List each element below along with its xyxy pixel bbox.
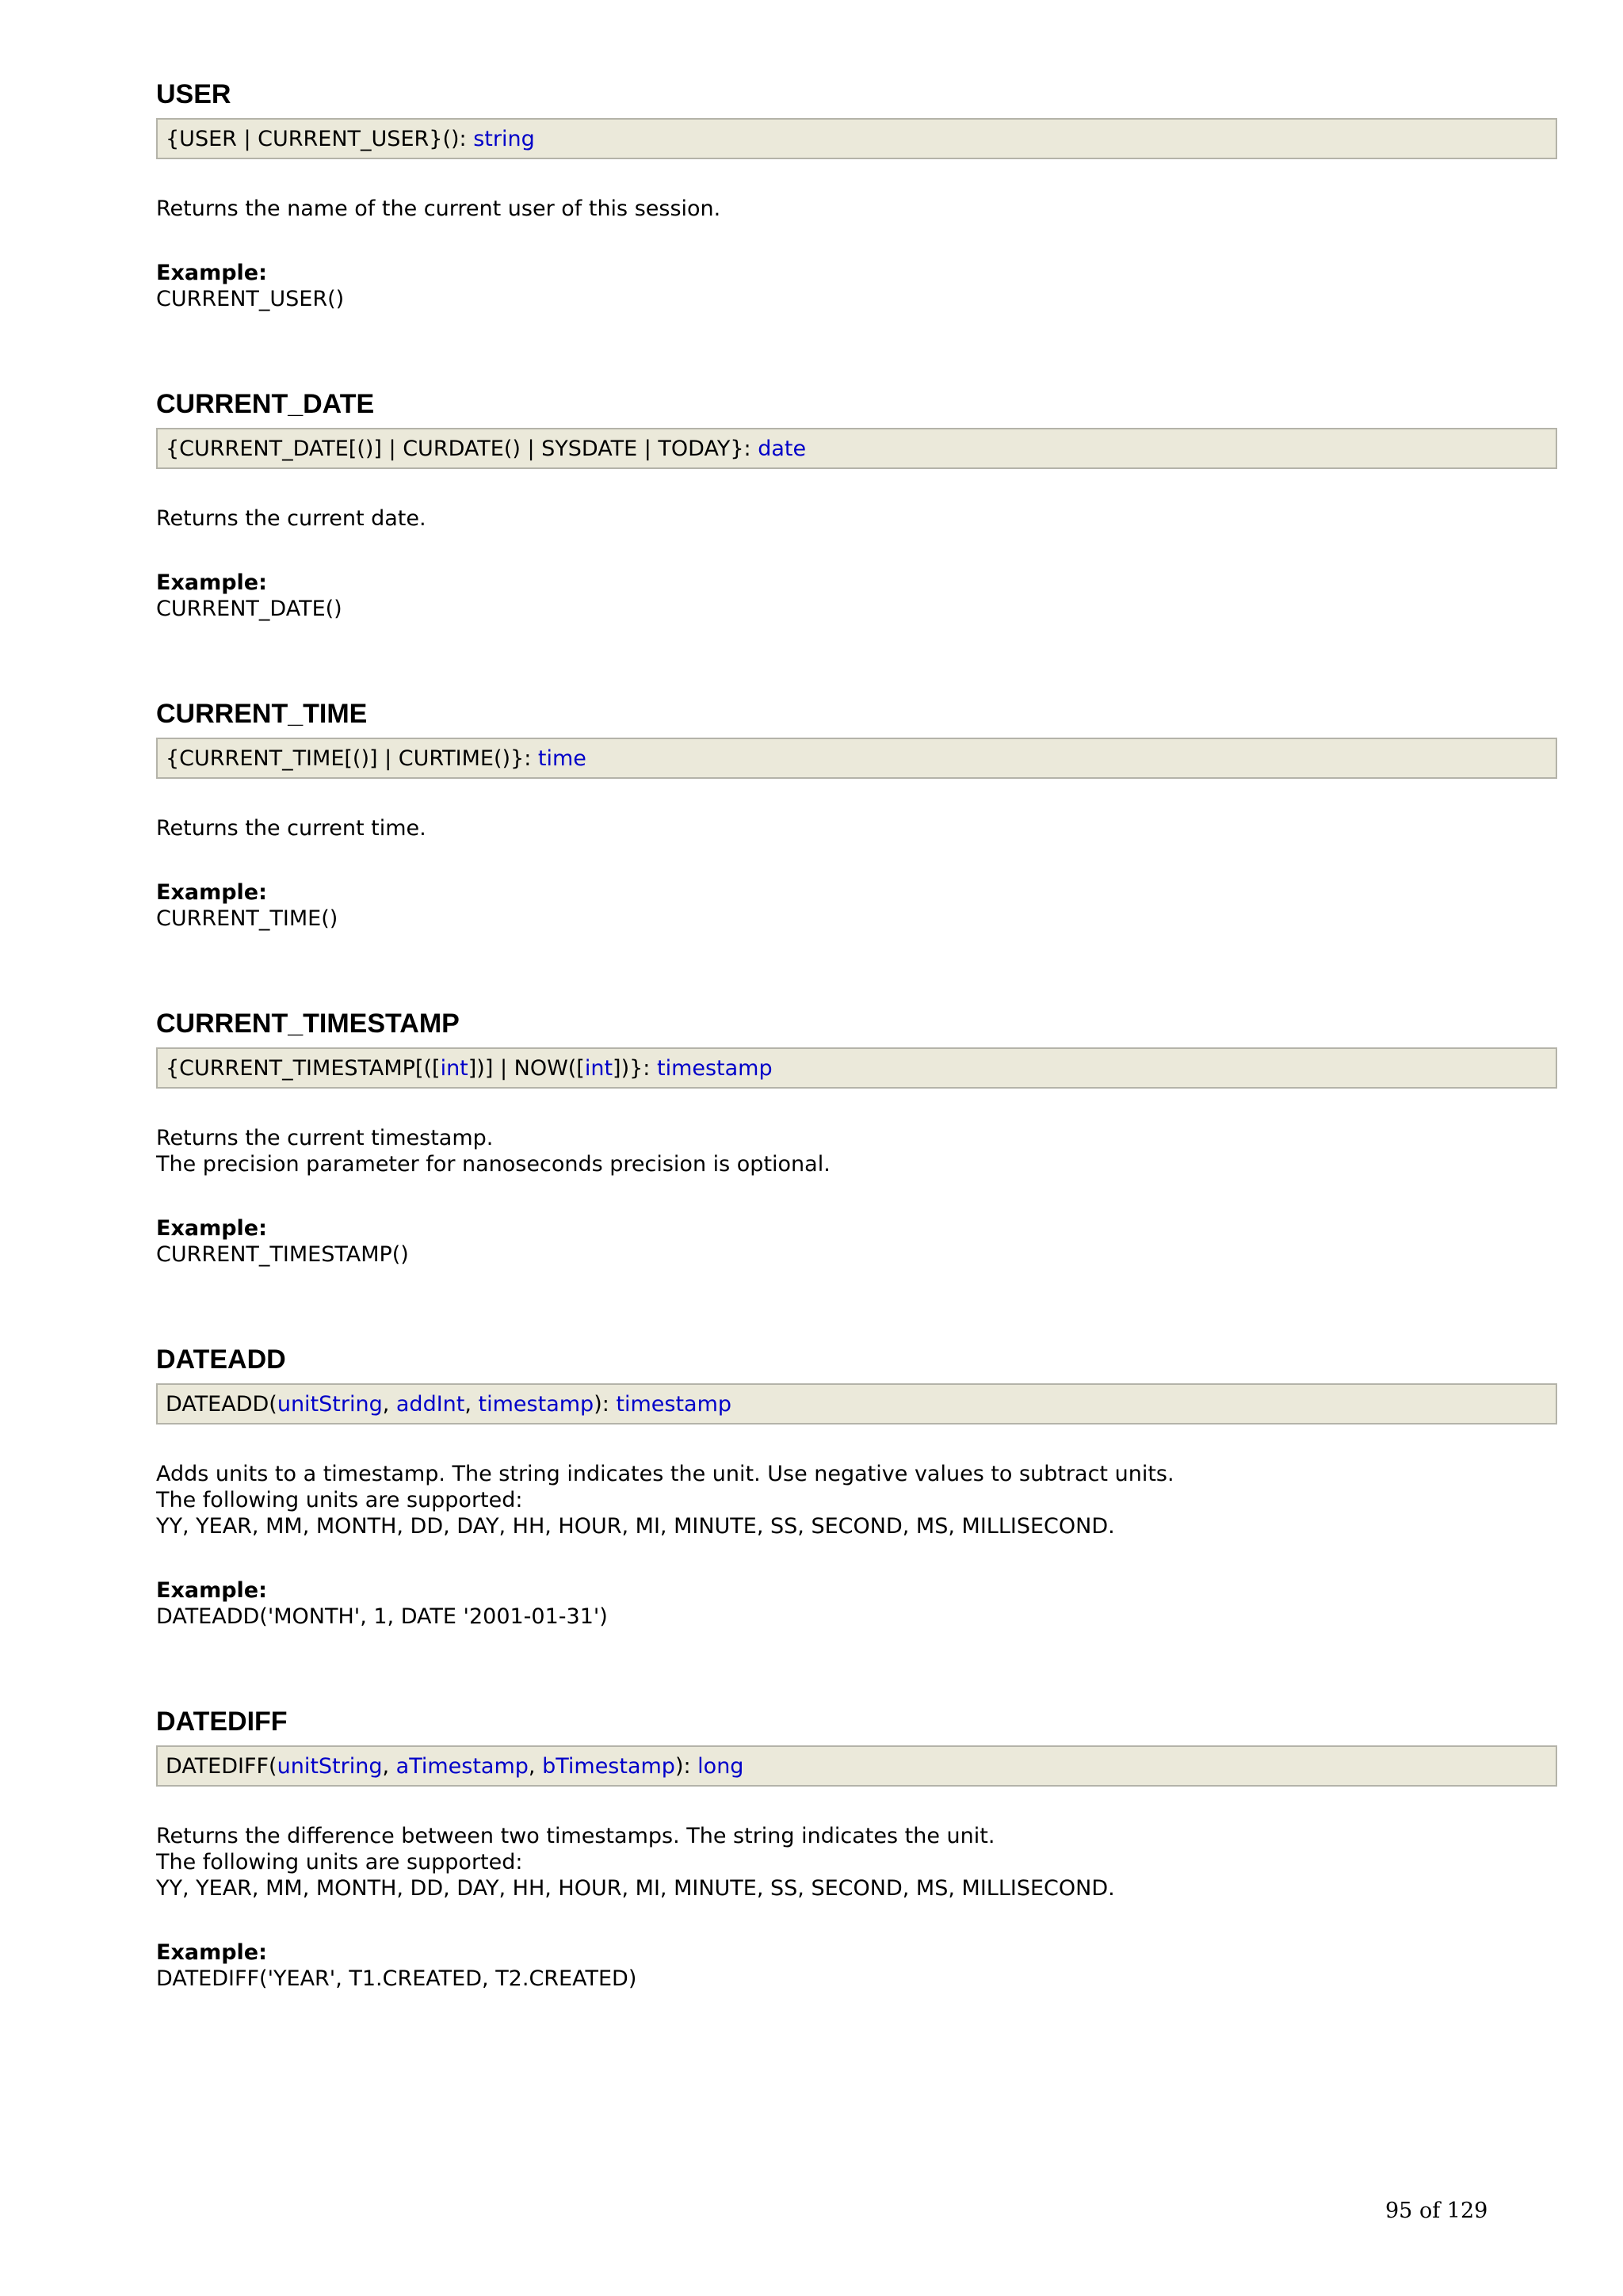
syntax-box: [156, 428, 1557, 469]
description-line: YY, YEAR, MM, MONTH, DD, DAY, HH, HOUR, MI, MINUTE, SS, SECOND, MS, MILLISECOND.: [156, 1876, 1115, 1901]
description-line: Returns the difference between two timestamps. The string indicates the unit.: [156, 1824, 995, 1848]
description-line: Returns the current timestamp.: [156, 1126, 494, 1150]
syntax-text: {CURRENT_TIME[()] | CURTIME()}:: [166, 746, 538, 771]
example-label: Example:: [156, 1940, 267, 1965]
description-line: Returns the current date.: [156, 506, 426, 531]
function-title: DATEDIFF: [156, 1707, 288, 1737]
syntax-link[interactable]: int: [440, 1056, 468, 1081]
example-code: DATEADD('MONTH', 1, DATE '2001-01-31'): [156, 1604, 608, 1629]
example-code: DATEDIFF('YEAR', T1.CREATED, T2.CREATED): [156, 1966, 637, 1991]
syntax-link[interactable]: unitString: [277, 1754, 383, 1779]
syntax-text: ,: [528, 1754, 543, 1779]
syntax-text: ])] | NOW([: [468, 1056, 585, 1081]
function-title: DATEADD: [156, 1344, 286, 1375]
description: [156, 1125, 1557, 1177]
syntax-link[interactable]: timestamp: [656, 1056, 773, 1081]
description-line: Returns the name of the current user of this session.: [156, 196, 721, 221]
description-line: Adds units to a timestamp. The string indicates the unit. Use negative values to subtract units.: [156, 1462, 1174, 1486]
syntax-text: ,: [382, 1754, 396, 1779]
syntax-box: [156, 118, 1557, 159]
syntax-text: {USER | CURRENT_USER}():: [166, 127, 474, 151]
example-label: Example:: [156, 1216, 267, 1241]
syntax-link[interactable]: string: [473, 127, 535, 151]
description: [156, 815, 1557, 841]
example-label: Example:: [156, 570, 267, 595]
function-title: CURRENT_TIME: [156, 699, 368, 729]
description-line: The following units are supported:: [156, 1850, 523, 1875]
description: [156, 1461, 1557, 1539]
function-section: [156, 1005, 1557, 1268]
syntax-text: ,: [382, 1392, 396, 1417]
description-line: YY, YEAR, MM, MONTH, DD, DAY, HH, HOUR, MI, MINUTE, SS, SECOND, MS, MILLISECOND.: [156, 1514, 1115, 1539]
function-title: USER: [156, 79, 231, 109]
syntax-link[interactable]: timestamp: [478, 1392, 594, 1417]
function-title: CURRENT_TIMESTAMP: [156, 1009, 460, 1039]
description-line: Returns the current time.: [156, 816, 426, 841]
example-code: CURRENT_TIME(): [156, 906, 338, 931]
description: [156, 196, 1557, 222]
syntax-link[interactable]: int: [584, 1056, 613, 1081]
syntax-text: {CURRENT_TIMESTAMP[([: [166, 1056, 441, 1081]
syntax-text: ):: [674, 1754, 698, 1779]
syntax-box: [156, 1047, 1557, 1089]
example-code: CURRENT_TIMESTAMP(): [156, 1242, 409, 1267]
syntax-link[interactable]: unitString: [277, 1392, 383, 1417]
syntax-text: ):: [594, 1392, 617, 1417]
syntax-text: DATEDIFF(: [166, 1754, 277, 1779]
syntax-link[interactable]: date: [758, 437, 807, 461]
description: [156, 1823, 1557, 1901]
syntax-text: ,: [464, 1392, 479, 1417]
document-page: [156, 75, 1557, 2065]
example-code: CURRENT_USER(): [156, 287, 345, 311]
example-label: Example:: [156, 1578, 267, 1603]
example-label: Example:: [156, 261, 267, 285]
example-code: CURRENT_DATE(): [156, 597, 342, 621]
description-line: The following units are supported:: [156, 1488, 523, 1512]
syntax-box: [156, 1745, 1557, 1787]
syntax-link[interactable]: timestamp: [616, 1392, 732, 1417]
function-section: [156, 1703, 1557, 1992]
syntax-text: ])}:: [613, 1056, 657, 1081]
syntax-link[interactable]: bTimestamp: [542, 1754, 675, 1779]
syntax-link[interactable]: time: [537, 746, 586, 771]
description: [156, 505, 1557, 532]
syntax-box: [156, 1383, 1557, 1425]
example-label: Example:: [156, 880, 267, 905]
syntax-text: DATEADD(: [166, 1392, 277, 1417]
function-title: CURRENT_DATE: [156, 389, 375, 419]
function-section: [156, 385, 1557, 622]
page-number: 95 of 129: [1385, 2199, 1488, 2223]
syntax-link[interactable]: aTimestamp: [395, 1754, 529, 1779]
function-section: [156, 75, 1557, 312]
function-section: [156, 695, 1557, 932]
description-line: The precision parameter for nanoseconds precision is optional.: [156, 1152, 831, 1177]
function-section: [156, 1341, 1557, 1630]
syntax-text: {CURRENT_DATE[()] | CURDATE() | SYSDATE | TODAY}:: [166, 437, 758, 461]
syntax-box: [156, 738, 1557, 779]
syntax-link[interactable]: long: [697, 1754, 744, 1779]
syntax-link[interactable]: addInt: [395, 1392, 465, 1417]
